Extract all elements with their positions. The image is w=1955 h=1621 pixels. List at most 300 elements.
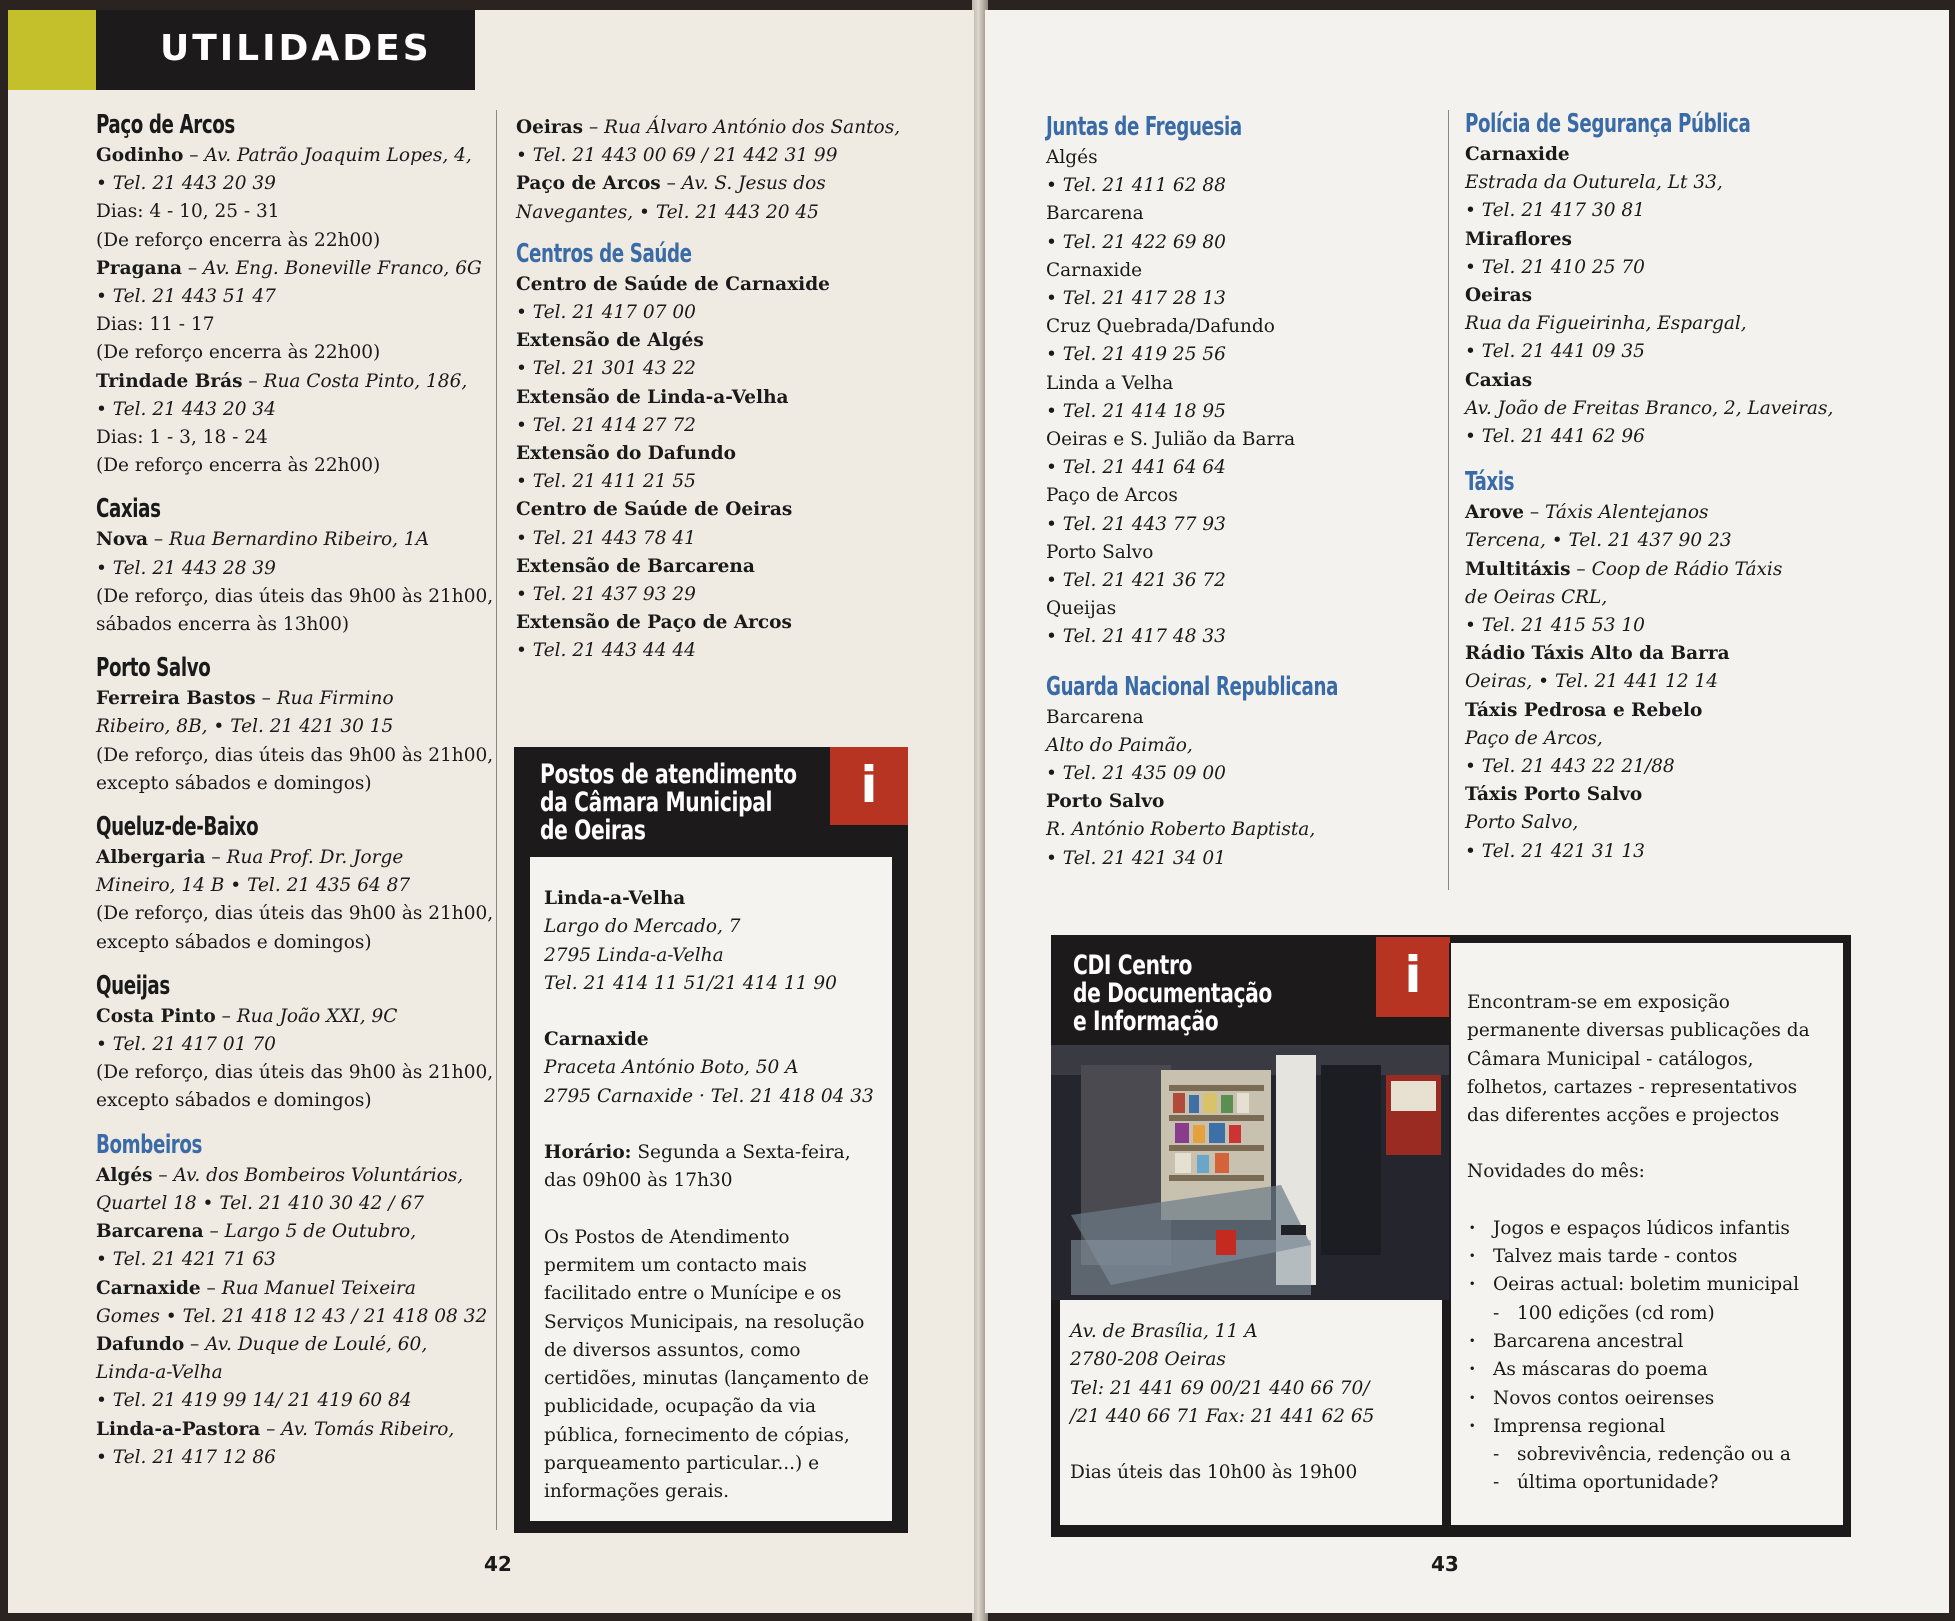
entry-text: (De reforço encerra às 22h00) xyxy=(96,455,381,477)
info-icon: i xyxy=(830,747,908,825)
novidades-item: - última oportunidade? xyxy=(1467,1469,1843,1497)
text-line xyxy=(1465,141,1905,169)
text-line xyxy=(544,1026,892,1054)
cdi-address-panel xyxy=(1060,1300,1442,1525)
text-line xyxy=(516,170,916,198)
novidades-item: · Talvez mais tarde - contos xyxy=(1467,1243,1843,1271)
box-title-line: da Câmara Municipal xyxy=(540,787,773,818)
text-line xyxy=(96,283,496,311)
entry-text: parqueamento particular...) e xyxy=(544,1453,820,1475)
text-line xyxy=(96,1031,496,1059)
entry-text: Barcarena xyxy=(1046,203,1144,225)
entry-text: – xyxy=(203,1221,225,1243)
text-line xyxy=(96,198,496,226)
centros-saude-heading: Centros de Saúde xyxy=(516,238,692,269)
entry-text: Os Postos de Atendimento xyxy=(544,1226,790,1248)
entry-name: Carnaxide xyxy=(544,1029,649,1051)
text-line xyxy=(96,1387,496,1415)
entry-text: Queijas xyxy=(1046,598,1117,620)
entry-detail: Rua Firmino xyxy=(276,688,394,710)
entry-detail: /21 440 66 71 Fax: 21 441 62 65 xyxy=(1070,1405,1375,1427)
entry-name: Centro de Saúde de Oeiras xyxy=(516,499,793,521)
text-line xyxy=(1465,668,1905,696)
cdi-box-title xyxy=(1073,952,1272,1036)
entry-name: Algés xyxy=(96,1164,153,1186)
text-line xyxy=(1046,539,1436,567)
page-number-right: 43 xyxy=(1431,1552,1459,1576)
entry-detail: Porto Salvo, xyxy=(1465,812,1579,834)
entry-text: Barcarena xyxy=(1046,706,1144,728)
bombeiros-heading: Bombeiros xyxy=(96,1129,203,1160)
text-line xyxy=(1046,426,1436,454)
entry-text: Algés xyxy=(1046,147,1098,168)
text-line xyxy=(516,327,916,355)
text-line xyxy=(1046,341,1436,369)
text-line xyxy=(544,913,892,941)
entry-detail: • Tel. 21 443 78 41 xyxy=(516,527,696,549)
psp-taxis-column xyxy=(1465,107,1905,866)
entry-detail: Rua Prof. Dr. Jorge xyxy=(226,847,404,869)
text-line xyxy=(1465,838,1905,866)
text-line xyxy=(96,1059,496,1087)
text-line xyxy=(544,1252,892,1280)
text-line xyxy=(96,142,496,170)
entry-text: de diversos assuntos, como xyxy=(544,1339,801,1361)
entry-detail: Ribeiro, 8B, • Tel. 21 421 30 15 xyxy=(96,716,394,738)
cdi-description-panel xyxy=(1451,943,1843,1525)
entry-detail: • Tel. 21 411 21 55 xyxy=(516,471,696,493)
postos-box-content xyxy=(530,857,892,1521)
text-line xyxy=(516,496,916,524)
entry-detail: Linda-a-Velha xyxy=(96,1362,223,1384)
column-divider-right xyxy=(1448,110,1449,890)
entry-name: Paço de Arcos xyxy=(516,173,661,195)
entry-detail: Coop de Rádio Táxis xyxy=(1591,558,1783,580)
entry-name: Dafundo xyxy=(96,1333,185,1355)
text-line xyxy=(516,271,916,299)
novidades-item: · Jogos e espaços lúdicos infantis xyxy=(1467,1215,1843,1243)
entry-text: – xyxy=(1570,558,1592,580)
postos-block xyxy=(544,1139,892,1196)
entry-name: Extensão de Algés xyxy=(516,330,704,352)
entry-detail: • Tel. 21 441 09 35 xyxy=(1465,341,1645,363)
middle-column xyxy=(516,114,916,666)
entry-name: Trindade Brás xyxy=(96,370,243,392)
entry-name: Extensão de Linda-a-Velha xyxy=(516,386,789,408)
text-line xyxy=(1465,725,1905,753)
text-line xyxy=(96,1087,496,1115)
entry-name: Oeiras xyxy=(516,117,584,138)
entry-detail: 2795 Linda-a-Velha xyxy=(544,944,724,966)
entry-detail: Rua João XXI, 9C xyxy=(236,1005,398,1027)
entry-detail: Oeiras, • Tel. 21 441 12 14 xyxy=(1465,671,1719,693)
text-line xyxy=(96,311,496,339)
text-line xyxy=(1046,567,1436,595)
text-line xyxy=(96,713,496,741)
entry-text: permitem um contacto mais xyxy=(544,1254,807,1276)
entry-detail: Av. Eng. Boneville Franco, 6G xyxy=(203,257,482,279)
entry-text: certidões, minutas (lançamento de xyxy=(544,1368,869,1390)
text-line xyxy=(1465,338,1905,366)
entry-detail: • Tel. 21 441 62 96 xyxy=(1465,426,1645,448)
postos-atendimento-box xyxy=(514,747,908,1533)
entry-detail: Av. Duque de Loulé, 60, xyxy=(205,1333,428,1355)
entry-detail: • Tel. 21 411 62 88 xyxy=(1046,175,1226,197)
postos-block xyxy=(544,1224,892,1507)
novidades-item: · Novos contos oeirenses xyxy=(1467,1385,1843,1413)
entry-detail: • Tel. 21 421 71 63 xyxy=(96,1249,276,1271)
text-line xyxy=(96,1190,496,1218)
text-line xyxy=(96,770,496,798)
text-line xyxy=(1070,1346,1442,1374)
cdi-intro-line: Câmara Municipal - catálogos, xyxy=(1467,1048,1754,1070)
entry-detail: Táxis Alentejanos xyxy=(1544,502,1709,524)
entry-detail: Av. João de Freitas Branco, 2, Laveiras, xyxy=(1465,397,1834,419)
text-line xyxy=(516,299,916,327)
entry-text: Dias: 4 - 10, 25 - 31 xyxy=(96,201,280,223)
entry-text: – xyxy=(260,1418,282,1440)
text-line xyxy=(1046,257,1436,285)
text-line xyxy=(96,900,496,928)
text-line xyxy=(544,1280,892,1308)
entry-text: excepto sábados e domingos) xyxy=(96,931,372,953)
entry-name: Barcarena xyxy=(96,1221,204,1243)
right-page xyxy=(985,10,1949,1613)
text-line xyxy=(96,742,496,770)
entry-text: Dias: 11 - 17 xyxy=(96,314,215,336)
entry-name: Godinho xyxy=(96,145,184,166)
text-line xyxy=(516,114,916,142)
entry-detail: • Tel. 21 415 53 10 xyxy=(1465,615,1645,637)
gnr-heading: Guarda Nacional Republicana xyxy=(1046,671,1339,702)
entry-text: facilitado entre o Munícipe e os xyxy=(544,1283,842,1305)
text-line xyxy=(1046,760,1436,788)
entry-detail: Praceta António Boto, 50 A xyxy=(544,1057,799,1079)
text-line xyxy=(1465,584,1905,612)
text-line xyxy=(516,355,916,383)
text-line xyxy=(96,452,496,480)
entry-text: – xyxy=(583,117,605,138)
text-line xyxy=(1465,254,1905,282)
text-line xyxy=(544,1337,892,1365)
text-line xyxy=(1046,704,1436,732)
text-line xyxy=(96,685,496,713)
entry-detail: • Tel. 21 417 12 86 xyxy=(96,1446,276,1468)
entry-text: Dias úteis das 10h00 às 19h00 xyxy=(1070,1462,1358,1484)
cdi-intro-line: das diferentes acções e projectos xyxy=(1467,1105,1780,1127)
entry-detail: • Tel. 21 421 34 01 xyxy=(1046,847,1226,869)
pharmacy-area-heading: Porto Salvo xyxy=(96,653,211,684)
entry-text: (De reforço, dias úteis das 9h00 às 21h00, xyxy=(96,1062,494,1084)
entry-name: Caxias xyxy=(1465,369,1533,391)
text-line xyxy=(1046,172,1436,200)
juntas-heading: Juntas de Freguesia xyxy=(1046,112,1242,142)
text-line xyxy=(1465,197,1905,225)
entry-detail: • Tel. 21 419 99 14/ 21 419 60 84 xyxy=(96,1390,412,1412)
entry-detail: Largo do Mercado, 7 xyxy=(544,916,741,938)
text-line xyxy=(1465,527,1905,555)
text-line xyxy=(96,555,496,583)
entry-detail: • Tel. 21 443 77 93 xyxy=(1046,513,1226,535)
pharmacy-column xyxy=(96,108,496,1472)
entry-detail: Largo 5 de Outubro, xyxy=(224,1221,417,1243)
entry-text: – xyxy=(660,173,682,195)
entry-detail: Rua Bernardino Ribeiro, 1A xyxy=(169,529,430,551)
text-line xyxy=(1465,367,1905,395)
novidades-item: · Imprensa regional xyxy=(1467,1413,1843,1441)
entry-detail: • Tel. 21 417 30 81 xyxy=(1465,200,1645,222)
entry-text: pública, fornecimento de cópias, xyxy=(544,1424,850,1446)
entry-text: sábados encerra às 13h00) xyxy=(96,614,350,636)
entry-name: Miraflores xyxy=(1465,228,1572,250)
entry-detail: • Tel. 21 443 28 39 xyxy=(96,557,276,579)
text-line xyxy=(96,526,496,554)
postos-block xyxy=(544,1026,892,1111)
entry-detail: • Tel. 21 417 48 33 xyxy=(1046,626,1226,648)
text-line xyxy=(544,1478,892,1506)
text-line xyxy=(544,942,892,970)
entry-name: Táxis Pedrosa e Rebelo xyxy=(1465,699,1703,721)
pharmacy-area-heading: Paço de Arcos xyxy=(96,110,235,140)
text-line xyxy=(1465,640,1905,668)
text-line xyxy=(544,1167,892,1195)
entry-name: Carnaxide xyxy=(96,1277,201,1299)
entry-name: Albergaria xyxy=(96,847,206,869)
text-line xyxy=(96,396,496,424)
entry-detail: • Tel. 21 421 36 72 xyxy=(1046,570,1226,592)
text-line xyxy=(96,1416,496,1444)
entry-text: – xyxy=(215,1005,237,1027)
text-line xyxy=(1070,1459,1442,1487)
text-line xyxy=(1465,612,1905,640)
box-title-line: CDI Centro xyxy=(1073,950,1193,981)
entry-text: (De reforço, dias úteis das 9h00 às 21h00, xyxy=(96,585,494,607)
text-line xyxy=(96,424,496,452)
entry-detail: Av. S. Jesus dos xyxy=(681,173,826,195)
entry-text: Serviços Municipais, na resolução xyxy=(544,1311,865,1333)
text-line xyxy=(1046,285,1436,313)
entry-text: Oeiras e S. Julião da Barra xyxy=(1046,429,1296,451)
entry-detail: • Tel. 21 441 64 64 xyxy=(1046,457,1226,479)
entry-detail: • Tel. 21 443 22 21/88 xyxy=(1465,756,1675,778)
entry-text: Porto Salvo xyxy=(1046,541,1154,563)
entry-detail: 2780-208 Oeiras xyxy=(1070,1349,1226,1371)
text-line xyxy=(1465,556,1905,584)
text-line xyxy=(516,609,916,637)
entry-detail: • Tel. 21 414 27 72 xyxy=(516,414,696,436)
text-line xyxy=(1070,1375,1442,1403)
text-line xyxy=(516,440,916,468)
entry-text: Carnaxide xyxy=(1046,259,1143,281)
novidades-item: · As máscaras do poema xyxy=(1467,1356,1843,1384)
entry-name: Extensão de Paço de Arcos xyxy=(516,612,792,634)
text-line xyxy=(1046,595,1436,623)
entry-detail: Av. dos Bombeiros Voluntários, xyxy=(173,1164,464,1186)
entry-text: (De reforço, dias úteis das 9h00 às 21h00, xyxy=(96,744,494,766)
novidades-list xyxy=(1467,1215,1843,1498)
text-line xyxy=(1465,499,1905,527)
text-line xyxy=(96,1162,496,1190)
entry-detail: Mineiro, 14 B • Tel. 21 435 64 87 xyxy=(96,875,411,897)
novidades-item: · Barcarena ancestral xyxy=(1467,1328,1843,1356)
entry-text: – xyxy=(1523,502,1545,524)
text-line xyxy=(1465,423,1905,451)
text-line xyxy=(1070,1403,1442,1431)
pharmacy-area-heading: Caxias xyxy=(96,494,161,525)
entry-text: publicidade, ocupação da via xyxy=(544,1396,816,1418)
novidades-item: - 100 edições (cd rom) xyxy=(1467,1300,1843,1328)
entry-name: Carnaxide xyxy=(1465,144,1570,165)
entry-text: – xyxy=(148,529,170,551)
text-line xyxy=(96,1331,496,1359)
pharmacy-area-heading: Queluz-de-Baixo xyxy=(96,812,259,843)
text-line xyxy=(96,1275,496,1303)
entry-name: Nova xyxy=(96,529,148,551)
entry-detail: • Tel. 21 443 44 44 xyxy=(516,640,696,662)
text-line xyxy=(96,1444,496,1472)
entry-detail: R. António Roberto Baptista, xyxy=(1046,819,1316,841)
entry-detail: de Oeiras CRL, xyxy=(1465,586,1608,608)
entry-text: Dias: 1 - 3, 18 - 24 xyxy=(96,427,268,449)
entry-text: (De reforço encerra às 22h00) xyxy=(96,342,381,364)
entry-detail: • Tel. 21 435 09 00 xyxy=(1046,763,1226,785)
text-line xyxy=(96,339,496,367)
text-line xyxy=(96,1218,496,1246)
text-line xyxy=(544,1054,892,1082)
entry-text: excepto sábados e domingos) xyxy=(96,1090,372,1112)
entry-text: (De reforço, dias úteis das 9h00 às 21h00, xyxy=(96,903,494,925)
text-line xyxy=(1046,623,1436,651)
postos-block xyxy=(544,885,892,998)
text-line xyxy=(516,412,916,440)
entry-detail: Tel: 21 441 69 00/21 440 66 70/ xyxy=(1070,1377,1370,1399)
text-line xyxy=(96,255,496,283)
entry-text: Cruz Quebrada/Dafundo xyxy=(1046,316,1275,338)
header-accent-bar xyxy=(8,10,96,90)
entry-detail: • Tel. 21 443 20 39 xyxy=(96,173,276,195)
taxis-heading: Táxis xyxy=(1465,467,1515,498)
entry-detail: Gomes • Tel. 21 418 12 43 / 21 418 08 32 xyxy=(96,1305,488,1327)
entry-name: Arove xyxy=(1465,502,1524,524)
entry-detail: • Tel. 21 443 51 47 xyxy=(96,286,276,308)
entry-detail: Paço de Arcos, xyxy=(1465,727,1603,749)
text-line xyxy=(516,525,916,553)
text-line xyxy=(544,1393,892,1421)
entry-detail: Rua Álvaro António dos Santos, xyxy=(604,117,901,138)
text-line xyxy=(1070,1431,1442,1459)
novidades-item: · Oeiras actual: boletim municipal xyxy=(1467,1271,1843,1299)
text-line xyxy=(1046,816,1436,844)
text-line xyxy=(1046,313,1436,341)
text-line xyxy=(1046,370,1436,398)
entry-detail: Av. Patrão Joaquim Lopes, 4, xyxy=(204,145,472,166)
text-line xyxy=(96,929,496,957)
entry-text: – xyxy=(255,688,277,710)
entry-text: Linda a Velha xyxy=(1046,372,1174,394)
novidades-title: Novidades do mês: xyxy=(1467,1161,1645,1183)
text-line xyxy=(1465,809,1905,837)
text-line xyxy=(96,1003,496,1031)
text-line xyxy=(96,844,496,872)
text-line xyxy=(1046,788,1436,816)
entry-name: Oeiras xyxy=(1465,285,1533,307)
text-line xyxy=(1465,282,1905,310)
entry-detail: Av. Tomás Ribeiro, xyxy=(281,1418,455,1440)
entry-text: – xyxy=(182,257,204,279)
text-line xyxy=(544,1083,892,1111)
entry-text: excepto sábados e domingos) xyxy=(96,772,372,794)
entry-name: Táxis Porto Salvo xyxy=(1465,784,1643,806)
box-title-line: Postos de atendimento xyxy=(540,759,797,790)
entry-name: Multitáxis xyxy=(1465,558,1571,580)
juntas-gnr-column xyxy=(1046,110,1436,873)
entry-detail: • Tel. 21 417 07 00 xyxy=(516,302,696,324)
text-line xyxy=(1070,1318,1442,1346)
entry-detail: Navegantes, • Tel. 21 443 20 45 xyxy=(516,201,819,223)
text-line xyxy=(1465,395,1905,423)
entry-text: – xyxy=(183,145,205,166)
text-line xyxy=(96,170,496,198)
entry-name: Pragana xyxy=(96,257,183,279)
entry-text: informações gerais. xyxy=(544,1481,730,1503)
text-line xyxy=(1465,310,1905,338)
text-line xyxy=(1046,511,1436,539)
text-line xyxy=(96,583,496,611)
entry-text: – xyxy=(242,370,264,392)
entry-detail: • Tel. 21 443 20 34 xyxy=(96,398,276,420)
entry-detail: • Tel. 21 417 01 70 xyxy=(96,1034,276,1056)
entry-detail: 2795 Carnaxide · Tel. 21 418 04 33 xyxy=(544,1085,874,1107)
entry-text: Paço de Arcos xyxy=(1046,485,1178,507)
text-line xyxy=(1046,398,1436,426)
entry-detail: • Tel. 21 414 18 95 xyxy=(1046,400,1226,422)
text-line xyxy=(1046,229,1436,257)
entry-detail: Rua da Figueirinha, Espargal, xyxy=(1465,313,1747,335)
text-line xyxy=(544,1224,892,1252)
text-line xyxy=(1046,732,1436,760)
text-line xyxy=(1465,697,1905,725)
text-line xyxy=(96,368,496,396)
box-title-line: e Informação xyxy=(1073,1006,1219,1037)
text-line xyxy=(1465,753,1905,781)
entry-detail: • Tel. 21 421 31 13 xyxy=(1465,840,1645,862)
text-line xyxy=(96,1246,496,1274)
text-line xyxy=(544,885,892,913)
text-line xyxy=(1046,144,1436,172)
box-title-line: de Oeiras xyxy=(540,815,646,846)
entry-name: Extensão do Dafundo xyxy=(516,443,736,465)
text-line xyxy=(96,1303,496,1331)
entry-detail: • Tel. 21 437 93 29 xyxy=(516,584,696,606)
entry-text: Segunda a Sexta-feira, xyxy=(631,1142,851,1164)
entry-text: (De reforço encerra às 22h00) xyxy=(96,229,381,251)
text-line xyxy=(96,872,496,900)
entry-detail: • Tel. 21 443 00 69 / 21 442 31 99 xyxy=(516,145,838,167)
text-line xyxy=(544,1365,892,1393)
text-line xyxy=(516,637,916,665)
cdi-intro-line: folhetos, cartazes - representativos xyxy=(1467,1076,1798,1098)
header-title: UTILIDADES xyxy=(96,10,475,90)
entry-name: Costa Pinto xyxy=(96,1005,216,1027)
box-title-line: de Documentação xyxy=(1073,978,1272,1009)
cdi-photo-illustration xyxy=(1051,1045,1449,1300)
psp-heading: Polícia de Segurança Pública xyxy=(1465,109,1751,139)
column-divider xyxy=(496,110,497,1530)
entry-name: Horário: xyxy=(544,1142,632,1164)
cdi-intro-line: permanente diversas publicações da xyxy=(1467,1020,1810,1042)
entry-text: das 09h00 às 17h30 xyxy=(544,1170,733,1192)
entry-detail: • Tel. 21 410 25 70 xyxy=(1465,256,1645,278)
